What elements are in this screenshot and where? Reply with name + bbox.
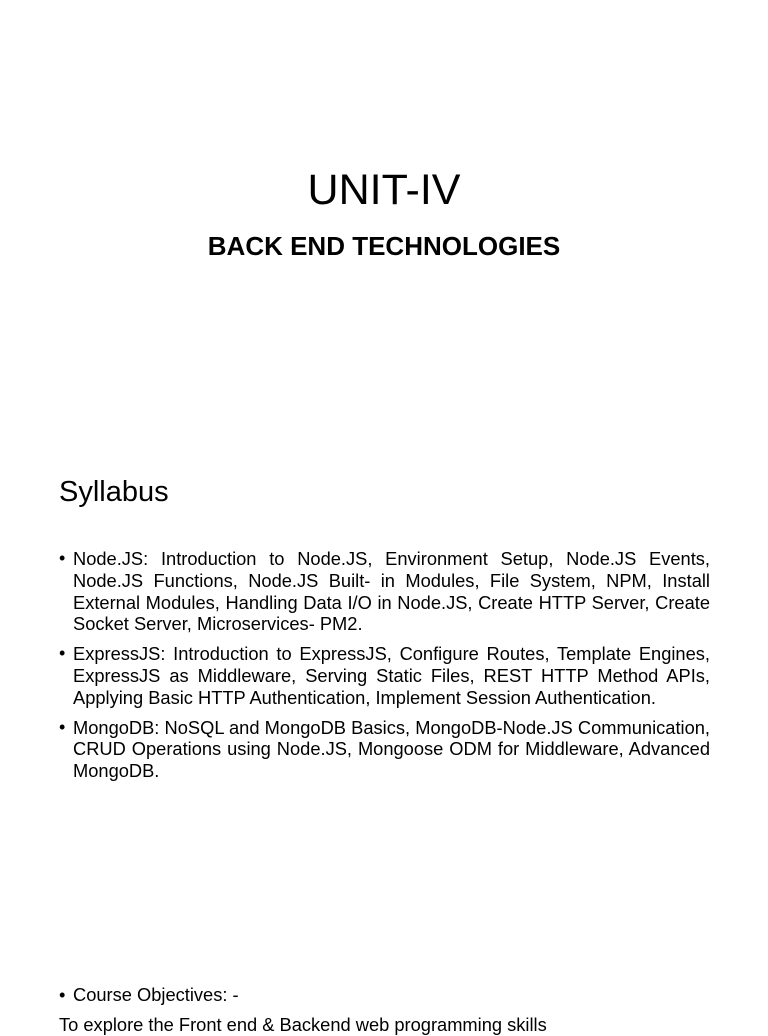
objectives-text: To explore the Front end & Backend web programming skills [59,1014,547,1035]
syllabus-list [59,548,710,790]
bullet-icon: • [59,548,66,568]
objectives-slide [0,864,768,1035]
syllabus-item-expressjs [59,643,710,708]
syllabus-slide [0,432,768,864]
syllabus-item-text: ExpressJS: Introduction to ExpressJS, Configure Routes, Template Engines, ExpressJS as Middleware, Serving Static Files, REST HTTP Method APIs, Applying Basic HTTP Authentication, Implement Session Authentication. [73,643,710,708]
course-objectives-item [59,984,239,1006]
unit-subtitle: BACK END TECHNOLOGIES [207,231,561,261]
bullet-icon: • [59,716,66,737]
syllabus-heading: Syllabus [59,476,169,508]
bullet-icon: • [59,643,66,664]
syllabus-item-text: Node.JS: Introduction to Node.JS, Environment Setup, Node.JS Events, Node.JS Functions, Node.JS Built- in Modules, File System, NPM, Install External Modules, Handling Data I/O in Node.JS, Create HTTP Server, Create Socket Server, Microservices- PM2. [73,548,710,635]
course-objectives-label: Course Objectives: - [73,984,239,1005]
syllabus-item-nodejs [59,548,710,635]
title-slide [0,0,768,432]
syllabus-item-text: MongoDB: NoSQL and MongoDB Basics, MongoDB-Node.JS Communication, CRUD Operations using Node.JS, Mongoose ODM for Middleware, Advanced MongoDB. [73,716,710,782]
bullet-icon: • [59,984,66,1005]
unit-title: UNIT-IV [307,166,461,214]
syllabus-item-mongodb [59,717,710,782]
